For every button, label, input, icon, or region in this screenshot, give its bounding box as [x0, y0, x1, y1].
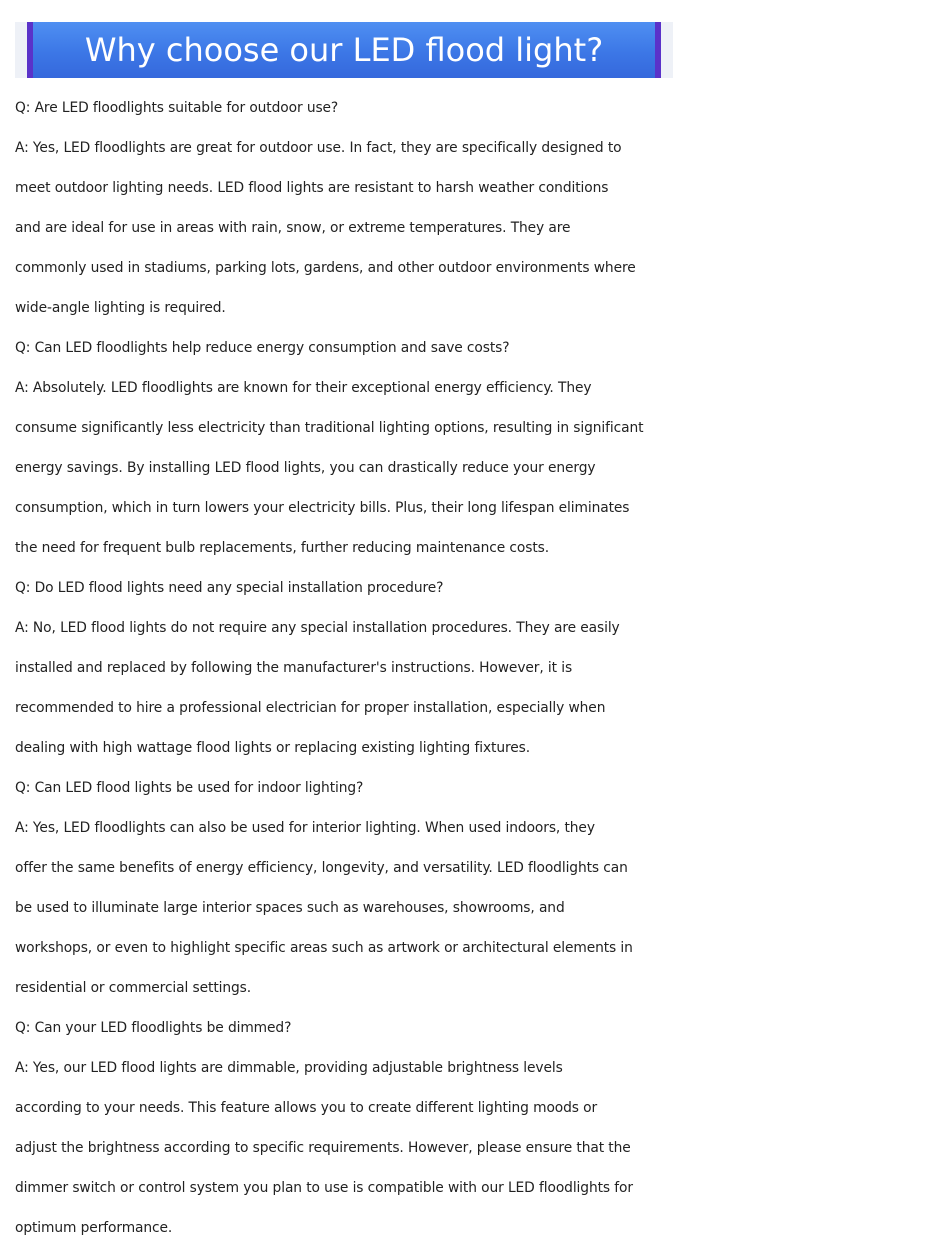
- faq-line: dimmer switch or control system you plan to use is compatible with our LED floodlights for: [15, 1180, 633, 1196]
- faq-line: optimum performance.: [15, 1220, 173, 1236]
- page-title: Why choose our LED flood light?: [84, 31, 604, 69]
- faq-line: the need for frequent bulb replacements, further reducing maintenance costs.: [15, 540, 550, 556]
- faq-line: installed and replaced by following the manufacturer's instructions. However, it is: [15, 660, 573, 676]
- faq-line: A: No, LED flood lights do not require any special installation procedures. They are easily: [15, 620, 620, 636]
- title-banner: [27, 22, 661, 78]
- faq-section: [15, 88, 950, 1248]
- faq-line: meet outdoor lighting needs. LED flood lights are resistant to harsh weather conditions: [15, 180, 609, 196]
- faq-line: residential or commercial settings.: [15, 980, 252, 996]
- faq-line: commonly used in stadiums, parking lots, gardens, and other outdoor environments where: [15, 260, 636, 276]
- faq-line: Q: Are LED floodlights suitable for outdoor use?: [15, 100, 339, 116]
- faq-line: according to your needs. This feature allows you to create different lighting moods or: [15, 1100, 598, 1116]
- faq-line: Q: Can your LED floodlights be dimmed?: [15, 1020, 292, 1036]
- faq-line: consumption, which in turn lowers your electricity bills. Plus, their long lifespan eliminates: [15, 500, 630, 516]
- faq-line: Q: Can LED floodlights help reduce energy consumption and save costs?: [15, 340, 510, 356]
- faq-line: be used to illuminate large interior spaces such as warehouses, showrooms, and: [15, 900, 565, 916]
- faq-line: A: Yes, our LED flood lights are dimmable, providing adjustable brightness levels: [15, 1060, 563, 1076]
- faq-line: Q: Can LED flood lights be used for indoor lighting?: [15, 780, 364, 796]
- faq-line: A: Yes, LED floodlights are great for outdoor use. In fact, they are specifically designed to: [15, 140, 622, 156]
- faq-line: offer the same benefits of energy efficiency, longevity, and versatility. LED floodlights can: [15, 860, 628, 876]
- faq-line: dealing with high wattage flood lights or replacing existing lighting fixtures.: [15, 740, 531, 756]
- faq-line: workshops, or even to highlight specific areas such as artwork or architectural elements in: [15, 940, 633, 956]
- faq-line: energy savings. By installing LED flood lights, you can drastically reduce your energy: [15, 460, 596, 476]
- faq-line: A: Yes, LED floodlights can also be used for interior lighting. When used indoors, they: [15, 820, 595, 836]
- faq-line: wide-angle lighting is required.: [15, 300, 226, 316]
- faq-line: Q: Do LED flood lights need any special installation procedure?: [15, 580, 444, 596]
- faq-line: consume significantly less electricity than traditional lighting options, resulting in significant: [15, 420, 644, 436]
- faq-line: adjust the brightness according to specific requirements. However, please ensure that the: [15, 1140, 631, 1156]
- faq-line: and are ideal for use in areas with rain, snow, or extreme temperatures. They are: [15, 220, 571, 236]
- faq-line: recommended to hire a professional electrician for proper installation, especially when: [15, 700, 606, 716]
- faq-line: A: Absolutely. LED floodlights are known for their exceptional energy efficiency. They: [15, 380, 592, 396]
- title-banner-frame: [15, 22, 673, 78]
